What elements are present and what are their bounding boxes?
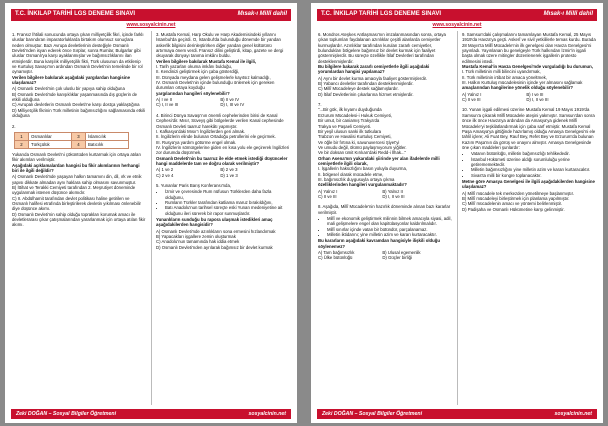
option-a[interactable]: A) Millî mücadele tek merkezden yönetilmeye başlanmıştır.: [462, 190, 575, 196]
question-ask: Verilen bilgilere bakılarak Mustafa Kemal ile ilgili,: [156, 58, 257, 64]
page-header: [317, 9, 597, 21]
option-b[interactable]: B) Ulusal egemenlik: [382, 250, 421, 256]
author-name: Zeki DOĞAN – Sosyal Bilgiler Öğretmeni: [322, 411, 423, 417]
bullet-item: • Vatanın bütünlüğü, milletin bağımsızlığı tehlikededir.: [471, 151, 596, 156]
question-stem: 9. Samsun'daki çalışmalarını tamamlayan Mustafa Kemal, 25 Mayıs 1919'da Havza'ya geçti. Askerî ve sivil yetkililerle temas kurdu. Burada 28 Mayıs'ta Millî Mücadele'nin ilk genelgesi olan Havza Genelgesi'ni yayınladı. Yayınlanan bu genelgeyle Türk halkından İzmir'in işgali başta olmak üzere mitingler düzenlenerek işgallerin protesto edilmesini istedi.: [462, 32, 596, 64]
option-d[interactable]: D) 1 ve 3: [220, 172, 238, 178]
statement-item: III. bağımsızlık duygusuyla ortaya çıkma: [318, 176, 395, 182]
question-stem: 2.: [12, 123, 16, 129]
option-a[interactable]: A) Yalnız I: [462, 91, 482, 97]
option-b[interactable]: B) Yalnız II: [382, 188, 403, 194]
table-cell: 4: [72, 140, 86, 148]
statement-item: I. Türk milletinin milli bilincini uyandırmak,: [462, 69, 541, 75]
option-a[interactable]: A) Yalnız I: [318, 188, 338, 194]
option-d[interactable]: D) Osmanlı Devleti'nden ayrılarak bağımsız bir devlet kurmak: [156, 244, 273, 250]
page-right: [311, 3, 603, 423]
question-ask-2: yargılarından hangileri söylenebilir?: [156, 90, 230, 96]
footer-site-link[interactable]: sosyalcinin.net: [554, 411, 592, 417]
exam-title: T.C. İNKILAP TARİHİ LGS DENEME SINAVI: [321, 11, 442, 17]
option-c[interactable]: C) II ve III: [318, 193, 337, 199]
statement-item: I. İşgallerin haksızlığını basın yoluyla duyurma,: [318, 166, 408, 172]
option-b[interactable]: B) Yapacakları işgallere zemin oluşturmak: [156, 234, 236, 240]
question-stem: 7.: [318, 102, 322, 108]
exam-title: T.C. İNKILAP TARİHİ LGS DENEME SINAVI: [15, 11, 136, 17]
question-6: [318, 32, 452, 97]
option-d[interactable]: D) Milliyetçilik fikrinin Türk milletinin bağımsızlığını sağlamasında etkili olduğuna: [12, 107, 145, 119]
option-c[interactable]: C) Anadolu'nun tamamında hak iddia etmek: [156, 239, 240, 245]
table-cell: 1: [15, 132, 29, 140]
column-2: [156, 32, 290, 255]
question-ask: Metne göre Amasya Genelgesi ile ilgili aşağıdakilerden hangisine ulaşılamaz?: [462, 178, 595, 190]
question-8: [318, 204, 452, 260]
statement-item: IV. Osmanlı Devleti'nin içinde bulunduğu önlemek için gereken durumları ortaya koyduğu: [156, 80, 275, 91]
option-d[interactable]: D) Padişaha ve Osmanlı Hükümetine karşı gelinmiştir.: [462, 206, 565, 212]
option-c[interactable]: C) Millî mücadelenin amacı ve yöntemi belirlenmiştir.: [462, 201, 563, 207]
question-ask: Mustafa Kemal'in Havza Genelgesi'nde vurguladığı bu durumun,: [462, 64, 593, 70]
question-stem: 10. Yunan işgali edilmesi üzerine Mustafa Kemal 19 Mayıs 1919'da Samsun'a çıkarak Millî Mücadele ateşini yakmıştır. Samsun'dan sonra önce ilk önce Havza'ya ardından da Amasya'ya gidenek Millî Mücadele'yi teşkilatlandırmak için çaba sarf etmiştir. Mustafa Kemal Paşa Amasya'ya gittiğinde hazırlamış olduğu Amasya Genelgesi'ni ele tahlil içlere; Ali Fuat Bey, Rauf Bey, Refet Bey ve Erzurum'da bulunan Kazım Paşa'nın da görüş ve onayını almıştır. Amasya Genelgesinde öne çıkan maddeleri şunlardır:: [462, 107, 596, 150]
option-a[interactable]: A) Osmanlı Devleti'nin çok uluslu bir yapıya sahip olduğuna: [12, 86, 125, 92]
question-ask: Bu bilgilere bakarak zararlı cemiyetlerle ilgili aşağıdaki yorumlardan hangisi yapılamaz?: [318, 64, 430, 75]
option-a[interactable]: A) Aynı bir devlet kurma amacıyla faaliyet göstermişlerdir.: [318, 75, 428, 81]
ideology-table: [14, 132, 129, 149]
statement-item: II. bölgesel olarak mücadele etme,: [318, 171, 384, 177]
table-cell: Türkçülük: [29, 140, 72, 148]
option-c[interactable]: C) 2 ve 4: [156, 172, 174, 178]
question-stem: 8. Aşağıda, Millî Mücadele'nin hazırlık döneminde alınan bazı kararlar verilmiştir.: [318, 204, 451, 215]
option-d[interactable]: D) I, II ve III: [526, 97, 549, 103]
statement-item: III. Dünyada meydana gelen gelişmelerle kayıtsız kalmadığı,: [156, 74, 271, 80]
bullet-item: • Millî sınırlar içinde vatan bir bütündür, parçalanamaz.: [327, 227, 452, 232]
question-ask: Bu kararların aşağıdaki kavramdan hangisiyle ilişkili olduğu söylenemez?: [318, 238, 441, 249]
option-a[interactable]: A) Osmanlı Devleti'nde yaşayan halkın tamamını din, dil, ırk ve etnik yapısı dikkate almadan aynı haklara sahip olmasını savunmuştur.: [12, 174, 142, 185]
column-divider: [457, 31, 458, 405]
bullet-item: • Milletin iktidarını; yine milletin azim ve kararı kurtaracaktır.: [327, 232, 452, 237]
column-4: [462, 32, 596, 217]
question-9: [462, 32, 596, 102]
table-cell: 3: [72, 132, 86, 140]
author-name: Zeki DOĞAN – Sosyal Bilgiler Öğretmeni: [16, 411, 117, 417]
option-b[interactable]: B) İttihat ve Terakki Cemiyeti tarafından 2. Meşrutiyet döneminde uygulanmak istenen düşünce akımıdır.: [12, 184, 136, 196]
option-c[interactable]: C) II ve III: [462, 97, 481, 103]
question-ask: Osmanlı Devleti'nin bu taarruz ile elde etmek istediği düşünceler hangi maddelerde tam ve doğru olarak verilmiştir?: [156, 155, 288, 166]
question-4: [156, 113, 290, 178]
question-ask: Aşağıdaki açıklamalardan hangisi bu fikir akımlarının herhangi biri ile ilgili değildir?: [12, 162, 140, 173]
bullet-item: • Batı Anadolu'nun tarihsel süreçte eski Yunan medeniyetine ait olduğunu ileri sürerek bir rapor sunmuşlardır.: [165, 205, 290, 216]
option-c[interactable]: C) Ülke bütünlüğü: [318, 255, 353, 261]
question-text: Yukarıda Osmanlı Devleti'ni çöküntüden kurtarmak için ortaya atılan fikir akımları verilmiştir.: [12, 151, 141, 163]
question-5: [156, 183, 290, 250]
option-d[interactable]: D) I, II ve III: [382, 193, 405, 199]
question-stem: 1. Fransız İhtilali sonucunda ortaya çıkan milliyetçilik fikri, içinde farklı uluslar barındıran imparatorluklarda birtakım olumsuz sonuçlara neden olmuştur. Bazı Avrupa devletlerinin desteğiyle Osmanlı Devleti'nden isyan ederek önce Sırplar, sonra Rumlar, Bulgarlar gibi uluslar Osmanlı'ya karşı ayaklanmışlar ve bağımsızlıklarını ilan etmişlerdir. Buna karşılık milliyetçilik fikri, Türk ulusunun da etkilenip ve Kurtuluş Savaşı'nın ardından Osmanlı Devleti'nin temelinde bir rol oynamıştır.: [12, 32, 144, 75]
exam-subject: Mısak-ı Millî dahil: [543, 11, 593, 17]
option-a[interactable]: A) Tam bağımsızlık: [318, 250, 355, 256]
option-b[interactable]: B) Millî mücadeleyi birleştirmek için planlama yapılmıştır.: [462, 195, 570, 201]
page-footer: [11, 409, 291, 419]
question-stem: 4. Birinci Dünya Savaşı'nın önemli cephelerinden birisi de Kanal Cephesi'dir. Mısır, Süveyş gibi bölgelerde verilen Kanal cephesinde Osmanlı Devleti taarruz harekâtı yapmıştır.: [156, 112, 284, 129]
option-a[interactable]: A) 1 ve 2: [156, 167, 174, 173]
option-d[interactable]: D) İtilaf Devletlerinin çıkarlarına hizmet etmişlerdir.: [318, 91, 414, 97]
option-d[interactable]: D) I, III ve IV: [220, 102, 245, 108]
option-c[interactable]: C) Millî Mücadeleye destek sağlamışlardır.: [318, 86, 399, 92]
bullet-item: • Millî ve ekonomik geliştirmek milinnin bilmek amacıyla siyasi, adil, mali gelişmelere engel olan kapitülasyonlar kaldırılmalıdır.: [327, 216, 452, 227]
question-ask: Orhan Asena'nın yukarıdaki şiirinde yer alan ifadelerde milli cemiyetlerle ilgili olarak,: [318, 155, 440, 166]
statement-item: IV. İngilizlerin sömürgelerine giden en kısa yolu ele geçirerek İngilizleri zor durumda düşürmek.: [156, 144, 290, 156]
table-cell: 2: [15, 140, 29, 148]
bullet-item: • Rumların Türkler tarafından katliama maruz bırakıldığını,: [165, 200, 290, 205]
option-d[interactable]: D) Osmanlı Devleti'nin sahip olduğu toprakları korumak amacı ile devletlerarası çıkar çatışmalarından yararlanmak için ortaya atılan fikir akımı.: [12, 211, 146, 228]
statement-item: I. Kafkasya'daki Mısır'ı İngilizlerden geri almak.: [156, 128, 246, 134]
statement-item: II. İngilizlerin elinde bulunan Ortadoğu petrollerini ele geçirmek.: [156, 134, 276, 140]
bullet-item: • Milletin bağımsızlığını yine milletin azim ve kararı kurtaracaktır.: [471, 167, 596, 172]
question-10: [462, 107, 596, 212]
statement-item: III. Halkın Kurtuluş mücadelesinin içinde yer almasını sağlamak: [462, 80, 583, 86]
statement-item: I. Tarih yazarları okuma imkânı bulduğu,: [156, 64, 233, 70]
statement-item: II. Türk milletinin irtibat bir amaca yöneltmek,: [462, 74, 547, 80]
exam-subject: Mısak-ı Millî dahil: [237, 11, 287, 17]
question-1: [12, 32, 146, 119]
option-c[interactable]: C) Avrupalı devletlerin Osmanlı Devleti'ne karşı dostça yaklaştığına: [12, 102, 140, 108]
option-b[interactable]: B) I ve III: [526, 91, 544, 97]
option-c[interactable]: C) II. Abdülhamit tarafından devlet politikası haline getirilen ve Osmanlı halifesi etrafında birleştirilerek devletin yıkılması önlenebilir diye düşünce akımı.: [12, 195, 141, 212]
question-ask-2: amaçlarından hangilerine yönelik olduğu söylenebilir?: [462, 85, 574, 91]
question-stem: 6. Mondros Ateşkes Antlaşması'nın imzalanmasından sonra, ortaya çıkan toplumları faydalanan azınlıklar çeşitli alanlarda cemiyetler kurmuşlardır. Azınlıklar tarafından kurulan zararlı cemiyetler, bulundukları bölgelere bağımsız bir devlet kurmak için faaliyet göstermişlerdir. Bu süreçte özellikle İtilaf Devletleri tarafından desteklenmişlerdir.: [318, 32, 446, 64]
statement-item: II. Kendinizi geliştirmek için çaba gösterdiği,: [156, 69, 240, 75]
bullet-item: • Sivas'ta milli bir kongre toplanacaktır.: [471, 173, 596, 178]
page-footer: [317, 409, 597, 419]
column-3: [318, 32, 452, 266]
question-2: [12, 124, 146, 228]
site-link[interactable]: www.sosyalcinin.net: [126, 22, 176, 28]
question-3: [156, 32, 290, 108]
question-stem: 5. Yunanlar Paris Barış Konferansı'nda,: [156, 182, 232, 188]
column-1: [12, 32, 146, 233]
option-c[interactable]: C) I, II ve III: [156, 102, 179, 108]
table-cell: Osmanlılar: [29, 132, 72, 140]
footer-site-link[interactable]: sosyalcinin.net: [248, 411, 286, 417]
table-cell: Batıcılık: [86, 140, 129, 148]
option-b[interactable]: B) 2 ve 3: [220, 167, 238, 173]
option-b[interactable]: B) II ve IV: [220, 97, 240, 103]
question-ask-2: özelliklerinden hangileri vurgulanmaktadır?: [318, 182, 407, 188]
column-divider: [151, 31, 152, 405]
bullet-item: • İstanbul Hükümeti üzerine aldığı sorumluluğu yerine getirememektedir.: [471, 157, 596, 168]
option-a[interactable]: A) I ve II: [156, 97, 172, 103]
question-ask: Yunanlıların sunduğu bu rapora ulaşmak istedikleri amaç aşağıdakilerden hangisidir?: [156, 217, 273, 228]
option-a[interactable]: A) Osmanlı Devleti'nde azınlıkların sona ermesini hızlandırmak: [156, 228, 276, 234]
page-header: [11, 9, 291, 21]
question-ask: Verilen bilgilere bakılarak aşağıdaki yargılardan hangisine ulaşılamaz?: [12, 74, 130, 86]
option-b[interactable]: B) Osmanlı Devleti'nde karışıklıklar yaşanmasında dış güçlerin de etkili olduğuna: [12, 91, 138, 103]
bullet-item: • İzmir ve çevresinde Rum nüfusun Türklerden daha fazla olduğunu,: [165, 189, 290, 200]
option-b[interactable]: B) Yabancı devletler tarafından desteklenmişlerdir.: [318, 81, 414, 87]
site-link[interactable]: www.sosyalcinin.net: [432, 22, 482, 28]
question-stem: 3. Mustafa Kemal, Harp Okulu ve Harp Akademisindeki yıllarını İstanbul'da geçirdi. O, İstanbul'da bulunduğu dönemde bir yandan askerlik bilgisini derinleştirirken diğer yandan genel kültürünü artırmaya önem verdi. Fransız dilini geliştirdi, kitap, gazete ve dergi okuyarak dünyayı tanıma imkânı buldu.: [156, 32, 284, 59]
option-d[interactable]: D) Güçler birliği: [382, 255, 412, 261]
statement-item: III. Rusya'ya yardım götürme engel olmak.: [156, 139, 237, 145]
page-left: [5, 3, 297, 423]
poem-text: "...Bir gök, ilk kıyamı duyduğunda Erzurum Mücadelesi-i Hukuk Cemiyeti, Bir umut, bir caniamış Trakya'da Trakya ve Paşaeli Cemiyeti. Bir yeşil ulusun sanki ilk tutkulara Trabzon ve Havalisi Kurtuluş Cemiyeti, Ve öğle bir fırtına ki, savunuvercesi Şiyet'yi Ve umudu değil, ölümü paylaşmıyorum yiğitler. Ve bir doksan ümit Kırılıan'daki Redd-i İlhak...": [318, 107, 407, 156]
question-7: [318, 102, 452, 199]
table-cell: İslamcılık: [86, 132, 129, 140]
